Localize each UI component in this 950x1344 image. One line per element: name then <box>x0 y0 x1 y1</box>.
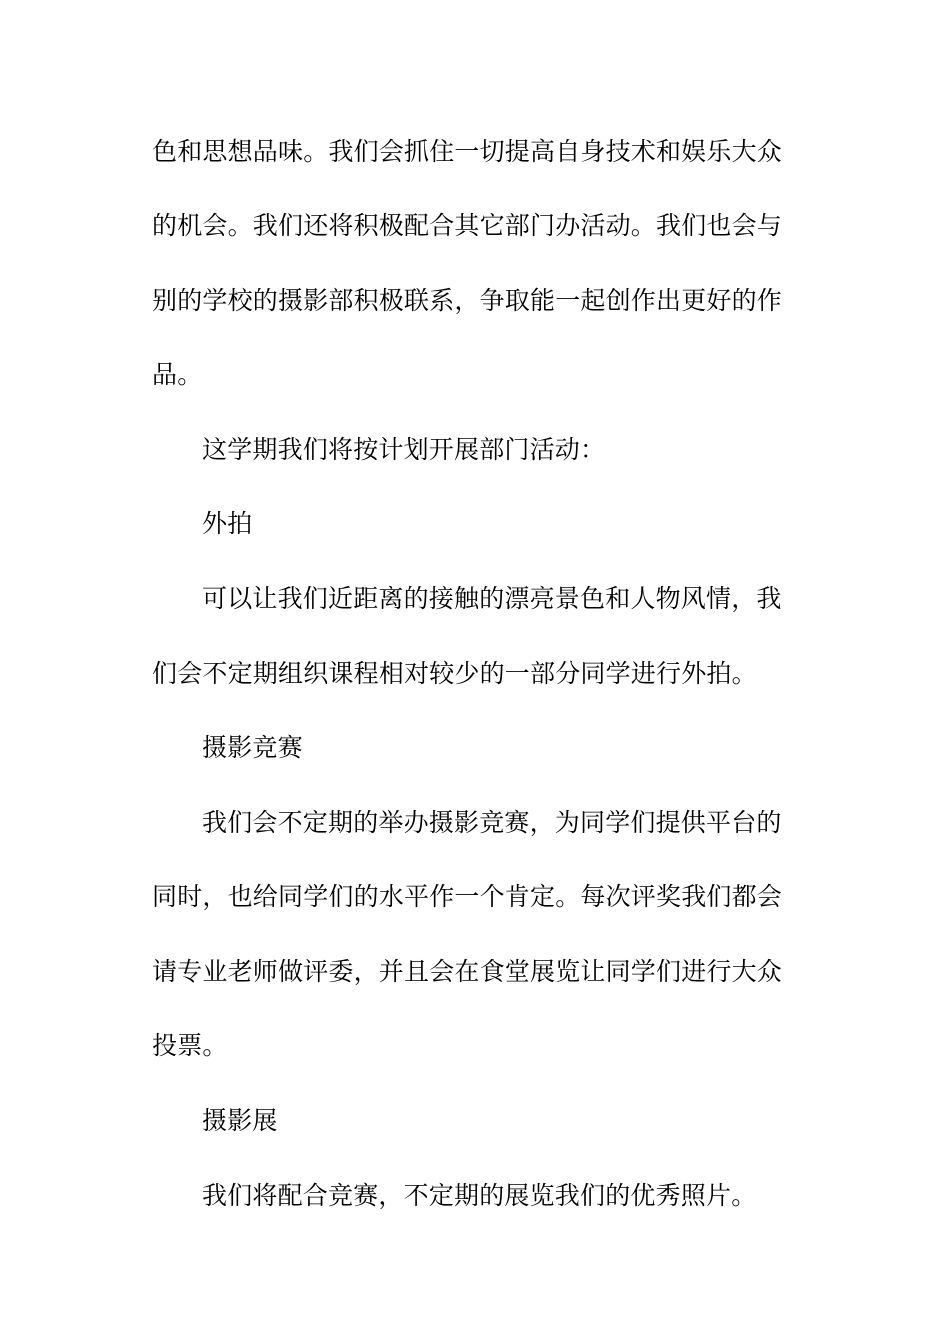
paragraph-line: 同时，也给同学们的水平作一个肯定。每次评奖我们都会 <box>152 882 783 911</box>
paragraph-line: 别的学校的摄影部积极联系，争取能一起创作出更好的作 <box>152 286 783 315</box>
paragraph-line: 请专业老师做评委，并且会在食堂展览让同学们进行大众 <box>152 957 783 986</box>
paragraph-line: 的机会。我们还将积极配合其它部门办活动。我们也会与 <box>152 211 783 240</box>
section-heading: 外拍 <box>202 509 253 538</box>
paragraph-line: 投票。 <box>152 1031 228 1060</box>
section-heading: 摄影展 <box>202 1106 278 1135</box>
paragraph-line: 可以让我们近距离的接触的漂亮景色和人物风情，我 <box>202 584 782 613</box>
paragraph-line: 这学期我们将按计划开展部门活动： <box>202 435 606 464</box>
section-heading: 摄影竞赛 <box>202 733 303 762</box>
paragraph-line: 们会不定期组织课程相对较少的一部分同学进行外拍。 <box>152 659 757 688</box>
paragraph-line: 品。 <box>152 360 203 389</box>
paragraph-line: 我们将配合竞赛，不定期的展览我们的优秀照片。 <box>202 1181 757 1210</box>
paragraph-line: 色和思想品味。我们会抓住一切提高自身技术和娱乐大众 <box>152 137 783 166</box>
paragraph-line: 我们会不定期的举办摄影竞赛，为同学们提供平台的 <box>202 808 782 837</box>
